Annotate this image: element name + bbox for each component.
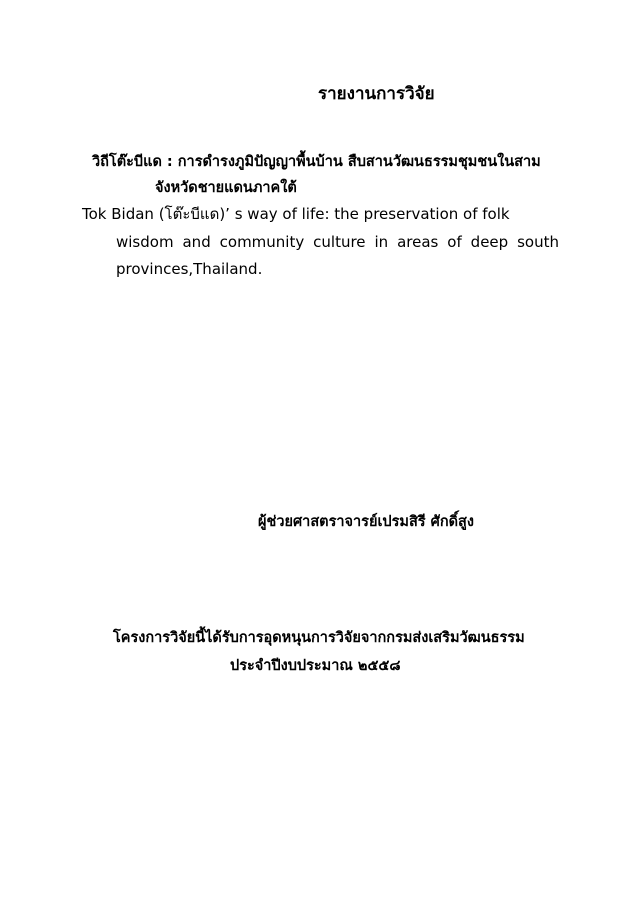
funding-line-2: ประจำปีงบประมาณ ๒๕๕๘ (230, 658, 401, 674)
report-heading: รายงานการวิจัย (318, 84, 435, 104)
thai-title-line-2: จังหวัดชายแดนภาคใต้ (155, 180, 297, 196)
english-title-line-3: provinces,Thailand. (116, 260, 263, 278)
author-name: ผู้ช่วยศาสตราจารย์เปรมสิรี ศักดิ์สูง (258, 514, 474, 530)
english-title-line-2-wrapper (116, 232, 559, 252)
english-title-line-2: wisdom and community culture in areas of deep south (116, 233, 559, 251)
english-title-line-1: Tok Bidan (โต๊ะบีแด)’ s way of life: the preservation of folk (82, 205, 510, 223)
thai-title-line-1: วิถีโต๊ะบีแด : การดำรงภูมิปัญญาพื้นบ้าน สืบสานวัฒนธรรมชุมชนในสาม (92, 154, 541, 170)
funding-line-1: โครงการวิจัยนี้ได้รับการอุดหนุนการวิจัยจากกรมส่งเสริมวัฒนธรรม (113, 630, 525, 646)
